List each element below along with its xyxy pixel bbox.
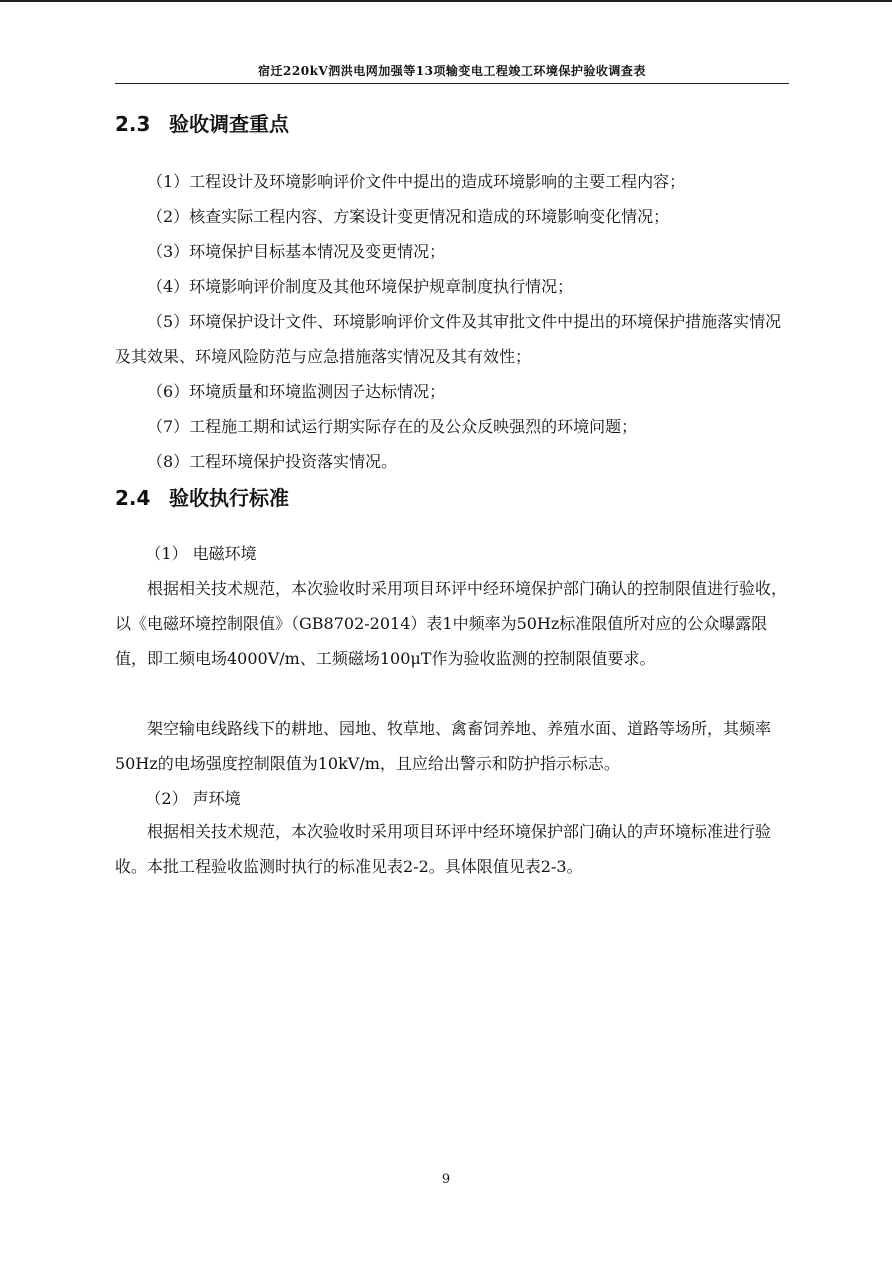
section-number: 2.3 — [115, 112, 151, 136]
paragraph: 架空输电线路线下的耕地、园地、牧草地、禽畜饲养地、养殖水面、道路等场所，其频率50Hz的电场强度控制限值为10kV/m，且应给出警示和防护指示标志。 — [115, 719, 772, 773]
section-number: 2.4 — [115, 486, 151, 510]
section-title: 验收执行标准 — [169, 486, 289, 510]
section-2-4-heading — [115, 482, 289, 511]
subsection-electromagnetic: （1） 电磁环境 — [145, 544, 257, 563]
list-item: （7）工程施工期和试运行期实际存在的及公众反映强烈的环境问题； — [147, 417, 638, 436]
paragraph: 根据相关技术规范，本次验收时采用项目环评中经环境保护部门确认的控制限值进行验收，以《电磁环境控制限值》（GB8702-2014）表1中频率为50Hz标准限值所对应的公众曝露限值，即工频电场4000V/m、工频磁场100μT作为验收监测的控制限值要求。 — [115, 579, 788, 668]
list-item: （1）工程设计及环境影响评价文件中提出的造成环境影响的主要工程内容； — [147, 172, 686, 191]
list-item: （8）工程环境保护投资落实情况。 — [147, 452, 398, 471]
list-item: （5）环境保护设计文件、环境影响评价文件及其审批文件中提出的环境保护措施落实情况及其效果、环境风险防范与应急措施落实情况及其有效性； — [115, 312, 782, 366]
paragraph: 根据相关技术规范，本次验收时采用项目环评中经环境保护部门确认的声环境标准进行验收。本批工程验收监测时执行的标准见表2-2。具体限值见表2-3。 — [115, 822, 772, 876]
page-number: 9 — [441, 1172, 451, 1187]
section-2-3-heading — [115, 108, 289, 137]
section-title: 验收调查重点 — [169, 112, 289, 136]
list-item: （3）环境保护目标基本情况及变更情况； — [147, 242, 446, 261]
top-border — [0, 0, 892, 2]
subsection-acoustic: （2） 声环境 — [145, 789, 241, 808]
list-item: （4）环境影响评价制度及其他环境保护规章制度执行情况； — [147, 277, 574, 296]
page-header: 宿迁220kV泗洪电网加强等13项输变电工程竣工环境保护验收调查表 — [115, 62, 789, 84]
list-item: （2）核查实际工程内容、方案设计变更情况和造成的环境影响变化情况； — [147, 207, 670, 226]
list-item: （6）环境质量和环境监测因子达标情况； — [147, 382, 446, 401]
